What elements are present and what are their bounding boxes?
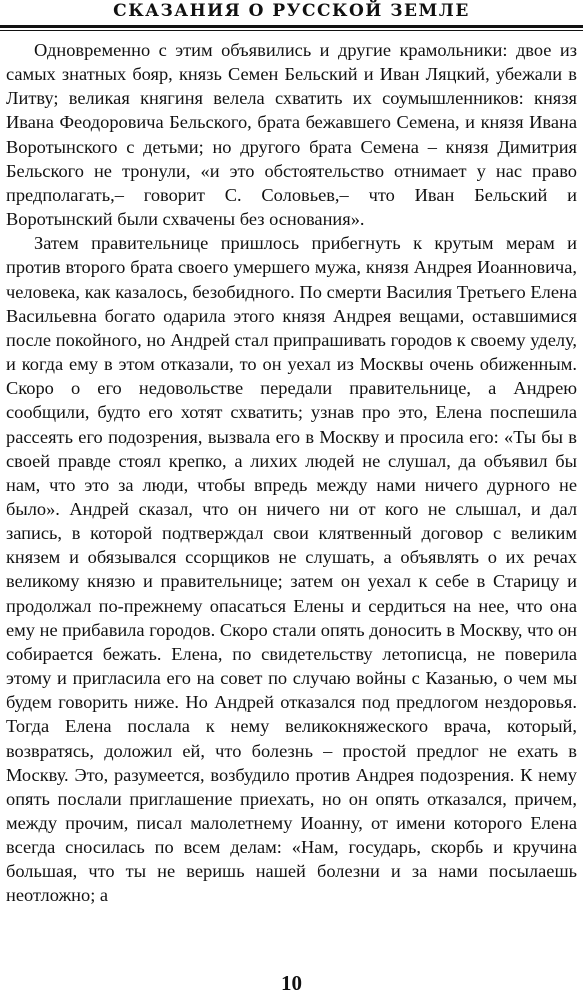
body-text — [6, 38, 577, 908]
paragraph-2: Затем правительнице пришлось прибегнуть к крутым мерам и против второго брата своего умершего мужа, князя Андрея Иоанновича, человека, как казалось, безобидного. По смерти Василия Третьего Елена Васильевна богато одарила этого князя Андрея вещами, оставшимися после покойного, но Андрей стал припрашивать городов к своему уделу, и когда ему в этом отказали, то он уехал из Москвы очень обиженным. Скоро о его недовольстве передали правительнице, а Андрею сообщили, будто его хотят схватить; узнав про это, Елена поспешила рассеять его подозрения, вызвала его в Москву и просила его: «Ты бы в своей правде стоял крепко, а лихих людей не слушал, да объявил бы нам, что это за люди, чтобы впредь между нами ничего дурного не было». Андрей сказал, что он ничего ни от кого не слышал, и дал запись, в которой подтверждал свои клятвенный договор с великим князем и обязывался ссорщиков не слушать, а объявлять о их речах великому князю и правительнице; затем он уехал к себе в Старицу и продолжал по-прежнему опасаться Елены и сердиться на нее, что она ему не прибавила городов. Скоро стали опять доносить в Москву, что он собирается бежать. Елена, по свидетельству летописца, не поверила этому и пригласила его на совет по случаю войны с Казанью, о чем мы будем говорить ниже. Но Андрей отказался под предлогом нездоровья. Тогда Елена послала к нему великокняжеского врача, который, возвратясь, доложил ей, что болезнь – простой предлог не ехать в Москву. Это, разумеется, возбудило против Андрея подозрения. К нему опять послали приглашение приехать, но он опять отказался, причем, между прочим, писал малолетнему Иоанну, от имени которого Елена всегда сносилась по всем делам: «Нам, государь, скорбь и кручина большая, что ты не веришь нашей болезни и за нами посылаешь неотложно; а — [6, 233, 577, 906]
paragraph-1: Одновременно с этим объявились и другие крамольники: двое из самых знатных бояр, князь Семен Бельский и Иван Ляцкий, убежали в Литву; великая княгиня велела схватить их соумышленников: князя Ивана Феодоровича Бельского, брата бежавшего Семена, и князя Ивана Воротынского с детьми; но другого брата Семена – князя Димитрия Бельского не тронули, «и это обстоятельство отнимает у нас право предполагать,– говорит С. Соловьев,– что Иван Бельский и Воротынский были схвачены без основания». — [6, 40, 577, 230]
header-rule-thick — [0, 25, 583, 28]
page-number: 10 — [281, 971, 302, 995]
running-title: СКАЗАНИЯ О РУССКОЙ ЗЕМЛЕ — [113, 1, 470, 21]
header-rule-thin — [0, 30, 583, 31]
